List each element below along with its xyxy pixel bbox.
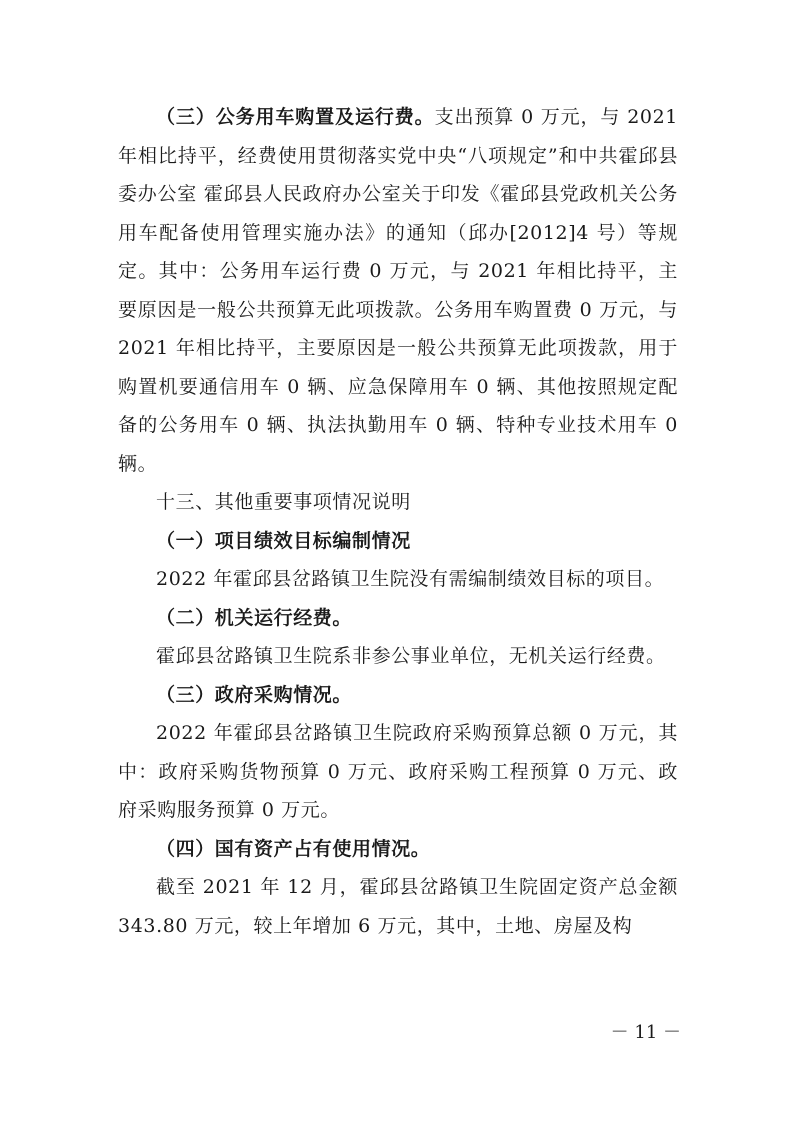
document-body [118, 98, 678, 945]
paragraph-vehicle-expenses [118, 98, 678, 483]
page-number: － 11 － [610, 1022, 681, 1043]
subsection-heading-procurement: （三）政府采购情况。 [156, 683, 353, 706]
paragraph-state-assets: 截至 2021 年 12 月，霍邱县岔路镇卫生院固定资产总金额 343.80 万元，较上年增加 6 万元，其中，土地、房屋及构 [118, 876, 678, 937]
subsection-heading-performance-goals: （一）项目绩效目标编制情况 [156, 529, 411, 552]
paragraph-text: 支出预算 0 万元，与 2021 年相比持平，经费使用贯彻落实党中央“八项规定”和中共霍邱县委办公室 霍邱县人民政府办公室关于印发《霍邱县党政机关公务用车配备使用管理实施办法》的通知（邱办[2012]4 号）等规定。其中：公务用车运行费 0 万元，与 2021 年相比持平，主要原因是一般公共预算无此项拨款。公务用车购置费 0 万元，与 2021 年相比持平，主要原因是一般公共预算无此项拨款，用于购置机要通信用车 0 辆、应急保障用车 0 辆、其他按照规定配备的公务用车 0 辆、执法执勤用车 0 辆、特种专业技术用车 0 辆。 [118, 106, 678, 475]
section-heading-vehicle-expenses: （三）公务用车购置及运行费。 [156, 106, 435, 128]
paragraph-operating-funds: 霍邱县岔路镇卫生院系非参公事业单位，无机关运行经费。 [156, 645, 666, 667]
paragraph-performance-goals: 2022 年霍邱县岔路镇卫生院没有需编制绩效目标的项目。 [156, 568, 665, 590]
paragraph-procurement: 2022 年霍邱县岔路镇卫生院政府采购预算总额 0 万元，其中：政府采购货物预算 0 万元、政府采购工程预算 0 万元、政府采购服务预算 0 万元。 [118, 722, 678, 821]
subsection-heading-operating-funds: （二）机关运行经费。 [156, 606, 353, 629]
subsection-heading-state-assets: （四）国有资产占有使用情况。 [156, 837, 431, 860]
section-title-other-matters: 十三、其他重要事项情况说明 [156, 491, 411, 513]
